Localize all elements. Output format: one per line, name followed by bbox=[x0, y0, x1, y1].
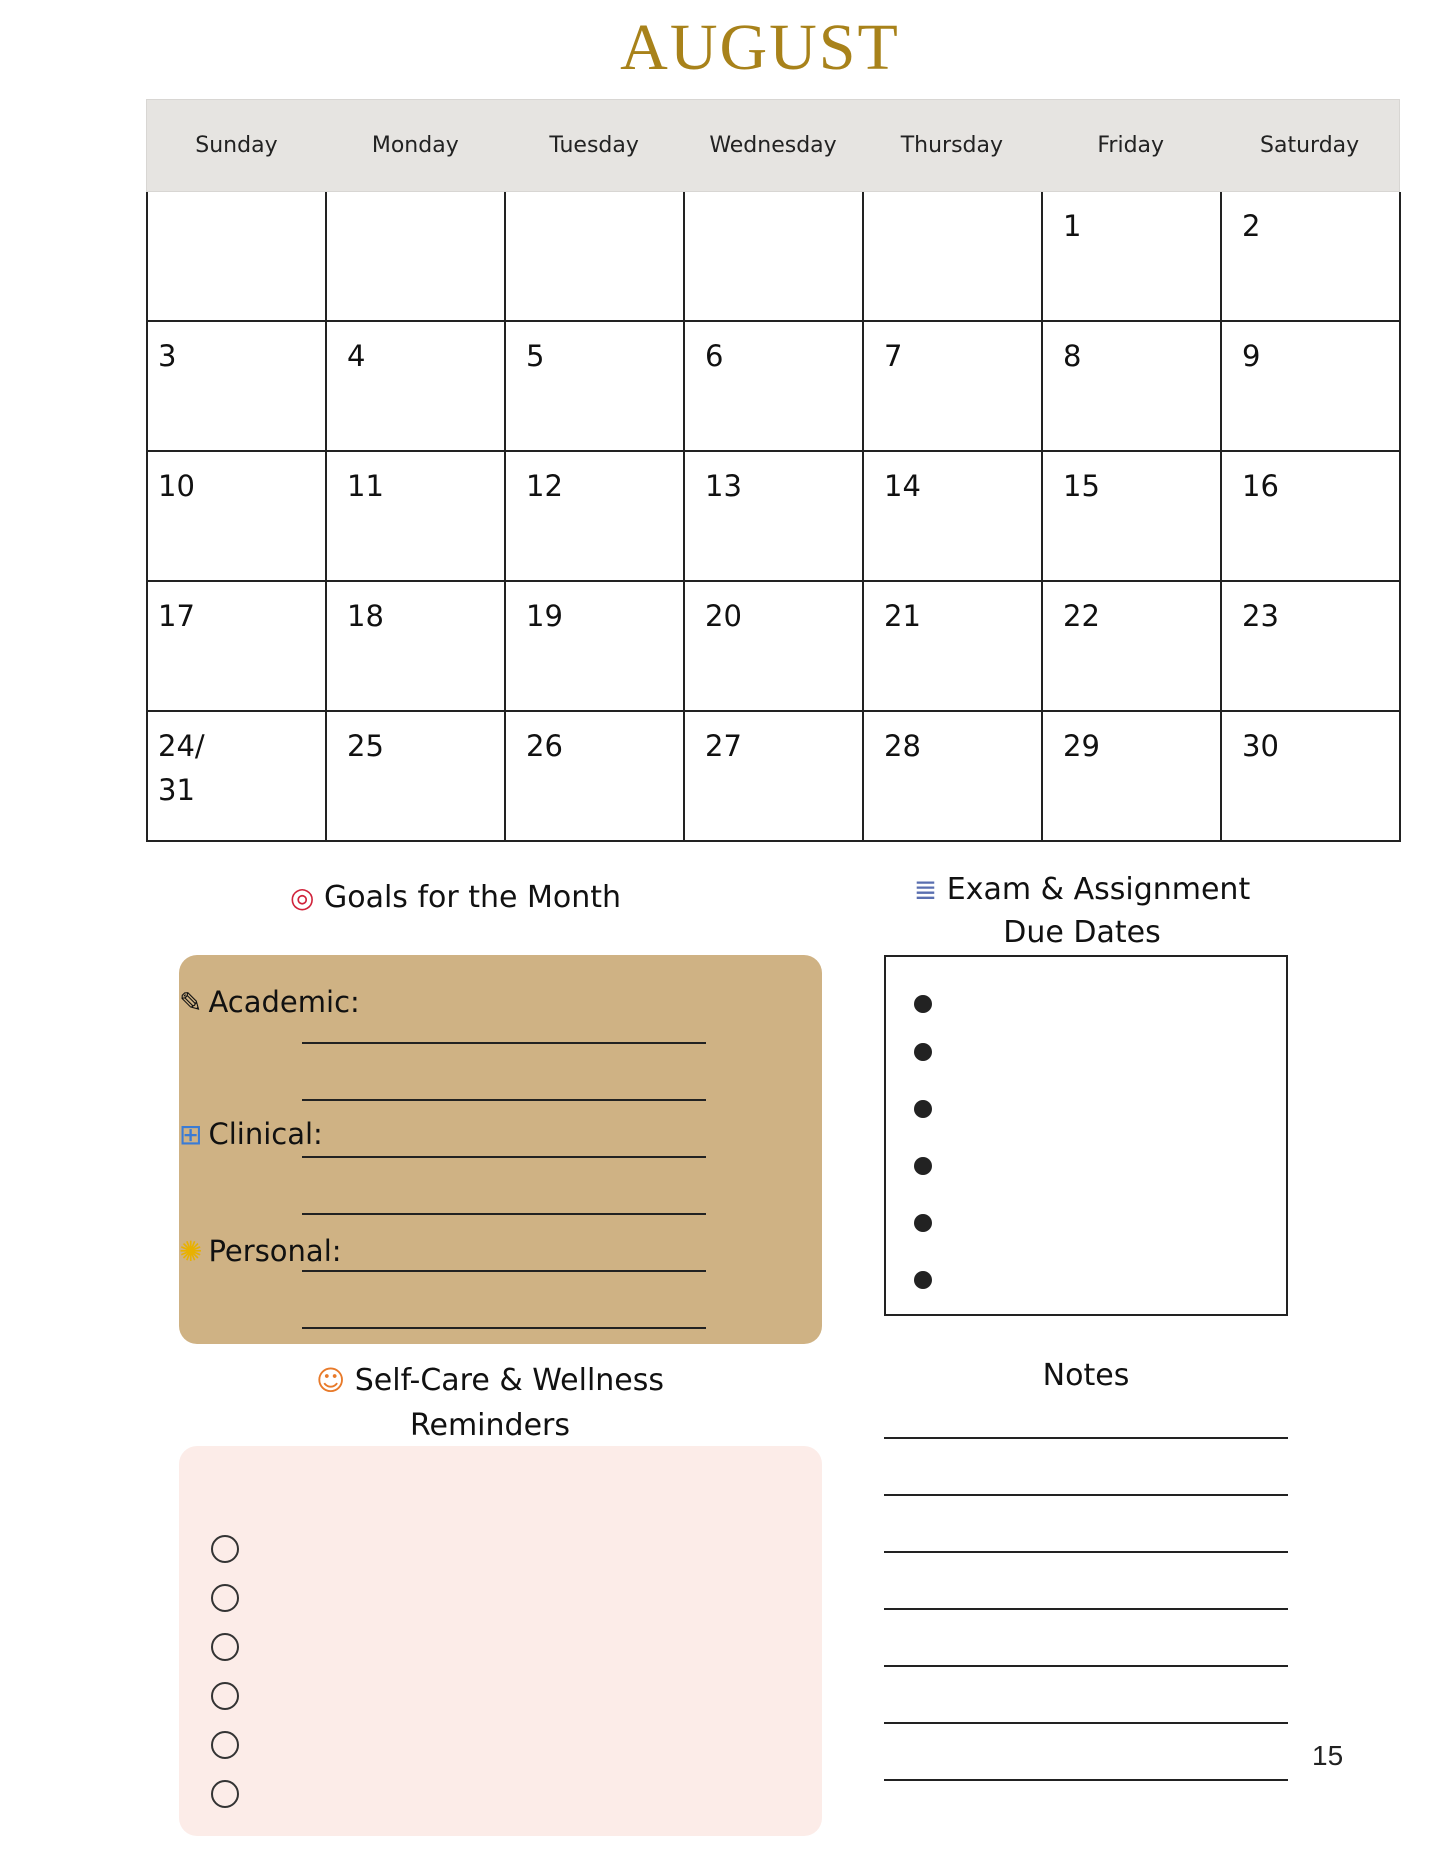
day-number: 30 bbox=[1242, 729, 1279, 763]
day-cell[interactable] bbox=[864, 322, 1043, 452]
day-cell[interactable] bbox=[1043, 582, 1222, 712]
day-cell[interactable] bbox=[506, 452, 685, 582]
wellness-checkbox[interactable] bbox=[211, 1584, 239, 1612]
wellness-checkbox[interactable] bbox=[211, 1682, 239, 1710]
day-number: 14 bbox=[884, 469, 921, 503]
day-cell[interactable] bbox=[1043, 322, 1222, 452]
day-cell[interactable] bbox=[148, 712, 327, 842]
day-cell[interactable] bbox=[1043, 712, 1222, 842]
day-cell[interactable] bbox=[148, 322, 327, 452]
day-number: 17 bbox=[158, 599, 195, 633]
memo-icon: ✎ bbox=[179, 985, 203, 1019]
day-number: 26 bbox=[526, 729, 563, 763]
wellness-title bbox=[300, 1358, 680, 1448]
goals-title bbox=[290, 880, 621, 915]
day-number: 21 bbox=[884, 599, 921, 633]
note-line[interactable] bbox=[884, 1722, 1288, 1724]
goal-academic bbox=[179, 985, 360, 1019]
goal-personal-line-1[interactable] bbox=[302, 1270, 706, 1272]
day-cell[interactable] bbox=[148, 452, 327, 582]
wellness-checkbox[interactable] bbox=[211, 1731, 239, 1759]
goal-personal bbox=[179, 1234, 342, 1268]
day-number: 12 bbox=[526, 469, 563, 503]
day-cell[interactable] bbox=[1222, 452, 1401, 582]
day-number: 10 bbox=[158, 469, 195, 503]
weekday-sunday: Sunday bbox=[195, 133, 278, 158]
day-number: 11 bbox=[347, 469, 384, 503]
day-number: 7 bbox=[884, 339, 903, 373]
day-number: 6 bbox=[705, 339, 724, 373]
due-title-line1: Exam & Assignment bbox=[946, 872, 1251, 907]
due-bullet bbox=[914, 1043, 932, 1061]
note-line[interactable] bbox=[884, 1779, 1288, 1781]
day-number: 22 bbox=[1063, 599, 1100, 633]
day-number: 27 bbox=[705, 729, 742, 763]
day-cell[interactable] bbox=[506, 192, 685, 322]
target-icon: ◎ bbox=[290, 881, 315, 914]
wellness-checkbox[interactable] bbox=[211, 1780, 239, 1808]
day-cell[interactable] bbox=[685, 582, 864, 712]
day-cell[interactable] bbox=[148, 192, 327, 322]
note-line[interactable] bbox=[884, 1608, 1288, 1610]
weekday-tuesday: Tuesday bbox=[549, 133, 639, 158]
note-line[interactable] bbox=[884, 1665, 1288, 1667]
weekday-friday: Friday bbox=[1097, 133, 1165, 158]
page-number: 15 bbox=[1312, 1740, 1344, 1771]
day-number: 20 bbox=[705, 599, 742, 633]
day-cell[interactable] bbox=[1222, 582, 1401, 712]
day-cell[interactable] bbox=[685, 452, 864, 582]
weekday-wednesday: Wednesday bbox=[709, 133, 837, 158]
day-number: 24/ 31 bbox=[158, 729, 205, 807]
day-cell[interactable] bbox=[864, 192, 1043, 322]
wellness-title-line1: Self-Care & Wellness bbox=[354, 1363, 665, 1398]
goal-clinical bbox=[179, 1117, 323, 1151]
day-cell[interactable] bbox=[506, 712, 685, 842]
due-bullet bbox=[914, 1214, 932, 1232]
day-number: 16 bbox=[1242, 469, 1279, 503]
day-number: 1 bbox=[1063, 209, 1082, 243]
weekday-thursday: Thursday bbox=[900, 133, 1004, 158]
calendar-grid bbox=[146, 192, 1400, 842]
wellness-title-line2: Reminders bbox=[410, 1408, 570, 1443]
weekday-header bbox=[146, 99, 1400, 192]
due-bullet bbox=[914, 995, 932, 1013]
day-number: 18 bbox=[347, 599, 384, 633]
day-cell[interactable] bbox=[1222, 712, 1401, 842]
day-number: 4 bbox=[347, 339, 366, 373]
weekday-monday: Monday bbox=[371, 133, 459, 158]
wellness-box bbox=[179, 1446, 822, 1836]
due-dates-title bbox=[912, 868, 1252, 954]
goal-academic-line-1[interactable] bbox=[302, 1042, 706, 1044]
day-number: 23 bbox=[1242, 599, 1279, 633]
day-cell[interactable] bbox=[327, 712, 506, 842]
day-cell[interactable] bbox=[327, 322, 506, 452]
day-number: 3 bbox=[158, 339, 177, 373]
day-cell[interactable] bbox=[864, 712, 1043, 842]
hospital-icon: ⊞ bbox=[179, 1117, 203, 1151]
day-cell[interactable] bbox=[148, 582, 327, 712]
day-number: 5 bbox=[526, 339, 545, 373]
month-title: AUGUST bbox=[620, 11, 900, 84]
day-cell[interactable] bbox=[864, 582, 1043, 712]
day-number: 25 bbox=[347, 729, 384, 763]
day-cell[interactable] bbox=[1043, 452, 1222, 582]
goal-personal-label: Personal: bbox=[208, 1234, 342, 1268]
day-cell[interactable] bbox=[1043, 192, 1222, 322]
day-number: 8 bbox=[1063, 339, 1082, 373]
weekday-saturday: Saturday bbox=[1260, 133, 1360, 158]
day-cell[interactable] bbox=[506, 582, 685, 712]
note-line[interactable] bbox=[884, 1437, 1288, 1439]
day-number: 19 bbox=[526, 599, 563, 633]
day-cell[interactable] bbox=[864, 452, 1043, 582]
day-number: 13 bbox=[705, 469, 742, 503]
day-cell[interactable] bbox=[1222, 322, 1401, 452]
due-bullet bbox=[914, 1157, 932, 1175]
person-icon: ☺ bbox=[315, 1364, 346, 1397]
wellness-checkbox[interactable] bbox=[211, 1633, 239, 1661]
day-cell[interactable] bbox=[685, 192, 864, 322]
goal-clinical-line-2[interactable] bbox=[302, 1213, 706, 1215]
due-title-line2: Due Dates bbox=[1003, 915, 1161, 950]
note-line[interactable] bbox=[884, 1551, 1288, 1553]
due-dates-box bbox=[884, 955, 1288, 1316]
note-line[interactable] bbox=[884, 1494, 1288, 1496]
notes-title: Notes bbox=[1042, 1358, 1130, 1393]
wellness-checkbox[interactable] bbox=[211, 1535, 239, 1563]
goal-academic-label: Academic: bbox=[208, 985, 360, 1019]
due-bullet bbox=[914, 1271, 932, 1289]
day-number: 29 bbox=[1063, 729, 1100, 763]
lightbulb-icon: ✺ bbox=[179, 1234, 203, 1268]
day-cell[interactable] bbox=[506, 322, 685, 452]
goal-academic-line-2[interactable] bbox=[302, 1099, 706, 1101]
day-cell[interactable] bbox=[327, 452, 506, 582]
day-number: 9 bbox=[1242, 339, 1261, 373]
day-cell[interactable] bbox=[327, 582, 506, 712]
day-number: 28 bbox=[884, 729, 921, 763]
day-number: 15 bbox=[1063, 469, 1100, 503]
day-cell[interactable] bbox=[685, 712, 864, 842]
due-bullet bbox=[914, 1100, 932, 1118]
day-number: 2 bbox=[1242, 209, 1261, 243]
goal-clinical-label: Clinical: bbox=[208, 1117, 323, 1151]
goal-clinical-line-1[interactable] bbox=[302, 1156, 706, 1158]
books-icon: ≣ bbox=[913, 873, 938, 906]
goal-personal-line-2[interactable] bbox=[302, 1327, 706, 1329]
goals-box bbox=[179, 955, 822, 1344]
day-cell[interactable] bbox=[327, 192, 506, 322]
calendar bbox=[146, 99, 1400, 842]
goals-title-text: Goals for the Month bbox=[323, 880, 622, 915]
day-cell[interactable] bbox=[1222, 192, 1401, 322]
day-cell[interactable] bbox=[685, 322, 864, 452]
